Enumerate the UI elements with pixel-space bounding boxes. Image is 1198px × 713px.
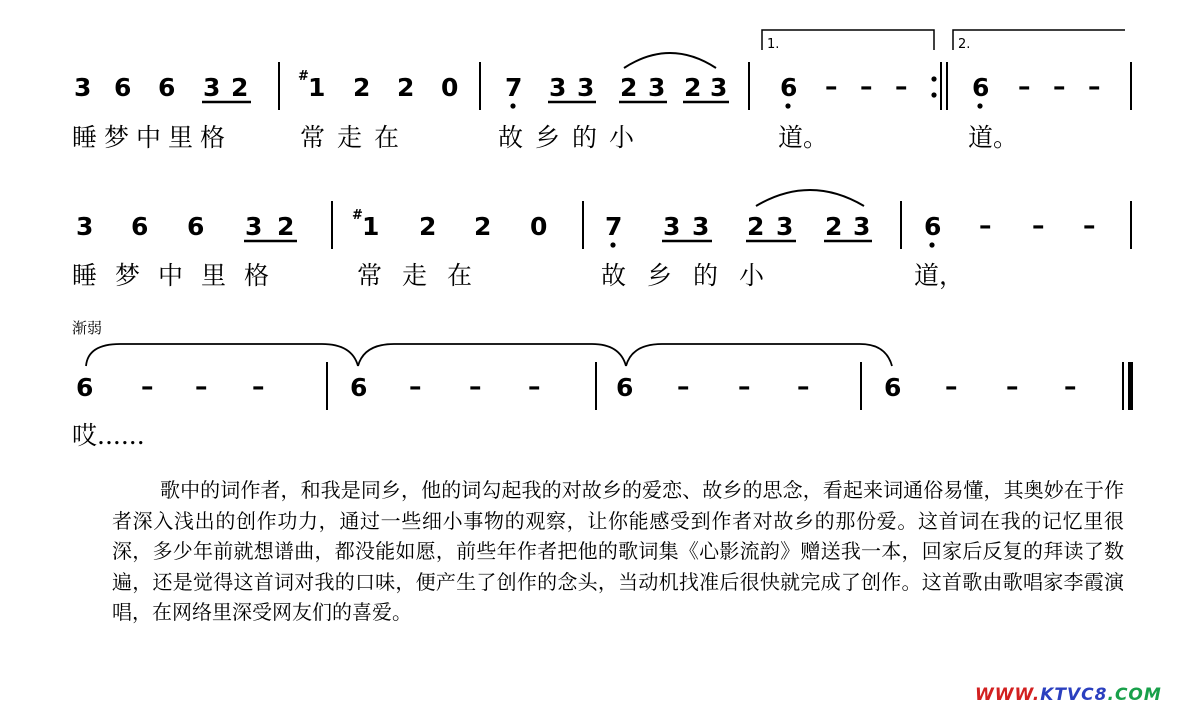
note: 1 [362, 212, 380, 241]
note: 3 [549, 73, 567, 102]
dash: – [860, 72, 873, 101]
dash: – [469, 372, 482, 401]
low-dot [929, 242, 934, 247]
dynamic-marking: 渐弱 [72, 319, 103, 337]
lyric: 道。 [968, 123, 1019, 152]
low-dot [510, 103, 515, 108]
dash: – [895, 72, 908, 101]
note: 3 [692, 212, 710, 241]
repeat-end-barline [931, 62, 947, 110]
dash: – [141, 372, 154, 401]
score-row-1 [72, 30, 1131, 152]
note: 3 [74, 73, 92, 102]
dash: – [1083, 211, 1096, 240]
dash: – [195, 372, 208, 401]
note: 2 [353, 73, 371, 102]
dash: – [1053, 72, 1066, 101]
note: 3 [776, 212, 794, 241]
note: 7 [505, 73, 523, 102]
low-dot [610, 242, 615, 247]
lyric: 道。 [778, 123, 829, 152]
note: 6 [76, 373, 94, 402]
low-dot [785, 103, 790, 108]
lyric: 故乡的小 [498, 123, 647, 152]
dash: – [252, 372, 265, 401]
score-row-3 [72, 319, 1133, 450]
sharp-sign: # [298, 69, 309, 84]
lyric: 睡梦中里格 [72, 261, 288, 290]
note: 2 [747, 212, 765, 241]
note: 6 [187, 212, 205, 241]
note: 2 [231, 73, 249, 102]
note: 7 [605, 212, 623, 241]
site-watermark [975, 685, 1162, 705]
note: 6 [114, 73, 132, 102]
dash: – [1088, 72, 1101, 101]
note: 3 [577, 73, 595, 102]
dash: – [979, 211, 992, 240]
final-barline [1123, 362, 1133, 410]
dash: – [1032, 211, 1045, 240]
note: 2 [684, 73, 702, 102]
lyric: 常走在 [357, 261, 493, 290]
note: 3 [203, 73, 221, 102]
lyric: 哎...... [72, 421, 145, 450]
dash: – [825, 72, 838, 101]
lyric: 道， [914, 261, 965, 290]
lyric: 睡梦中里格 [72, 123, 233, 152]
note: 3 [663, 212, 681, 241]
note: 6 [780, 73, 798, 102]
dash: – [409, 372, 422, 401]
volta-2-label: 2. [958, 37, 971, 52]
slur [756, 190, 864, 206]
note: 6 [131, 212, 149, 241]
slur [624, 53, 716, 68]
note: 2 [419, 212, 437, 241]
note: 2 [474, 212, 492, 241]
dash: – [1064, 372, 1077, 401]
note: 3 [245, 212, 263, 241]
tie [626, 344, 892, 366]
note: 1 [308, 73, 326, 102]
volta-2-bracket [953, 30, 1125, 50]
note: 6 [616, 373, 634, 402]
note: 0 [530, 212, 548, 241]
tie [86, 344, 358, 366]
composer-note: 歌中的词作者，和我是同乡，他的词勾起我的对故乡的爱恋、故乡的思念，看起来词通俗易懂，其奥妙在于作者深入浅出的创作功力，通过一些细小事物的观察，让你能感受到作者对故乡的那份爱。这首词在我的记忆里很深，多少年前就想谱曲，都没能如愿，前些年作者把他的歌词集《心影流韵》赠送我一本，回家后反复的拜读了数遍，还是觉得这首词对我的口味，便产生了创作的念头，当动机找准后很快就完成了创作。这首歌由歌唱家李霞演唱，在网络里深受网友们的喜爱。 [112, 478, 1124, 624]
watermark-suffix: .COM [1107, 685, 1162, 705]
dash: – [797, 372, 810, 401]
note: 2 [397, 73, 415, 102]
note: 3 [853, 212, 871, 241]
note: 6 [158, 73, 176, 102]
note: 6 [884, 373, 902, 402]
note: 3 [76, 212, 94, 241]
note: 2 [620, 73, 638, 102]
note: 2 [825, 212, 843, 241]
watermark-prefix: WWW. [975, 685, 1041, 705]
volta-1-label: 1. [767, 37, 780, 52]
note: 6 [924, 212, 942, 241]
score-row-2 [72, 190, 1131, 290]
low-dot [977, 103, 982, 108]
lyric: 常走在 [300, 123, 412, 152]
note: 3 [648, 73, 666, 102]
dash: – [945, 372, 958, 401]
note: 2 [277, 212, 295, 241]
dash: – [528, 372, 541, 401]
note: 0 [441, 73, 459, 102]
dash: – [1006, 372, 1019, 401]
volta-1-bracket [762, 30, 934, 50]
dash: – [677, 372, 690, 401]
lyric: 故乡的小 [601, 261, 786, 290]
note: 6 [350, 373, 368, 402]
dash: – [738, 372, 751, 401]
tie [358, 344, 626, 366]
note: 6 [972, 73, 990, 102]
watermark-brand: KTVC8 [1040, 685, 1108, 705]
note: 3 [710, 73, 728, 102]
sharp-sign: # [352, 208, 363, 223]
dash: – [1018, 72, 1031, 101]
